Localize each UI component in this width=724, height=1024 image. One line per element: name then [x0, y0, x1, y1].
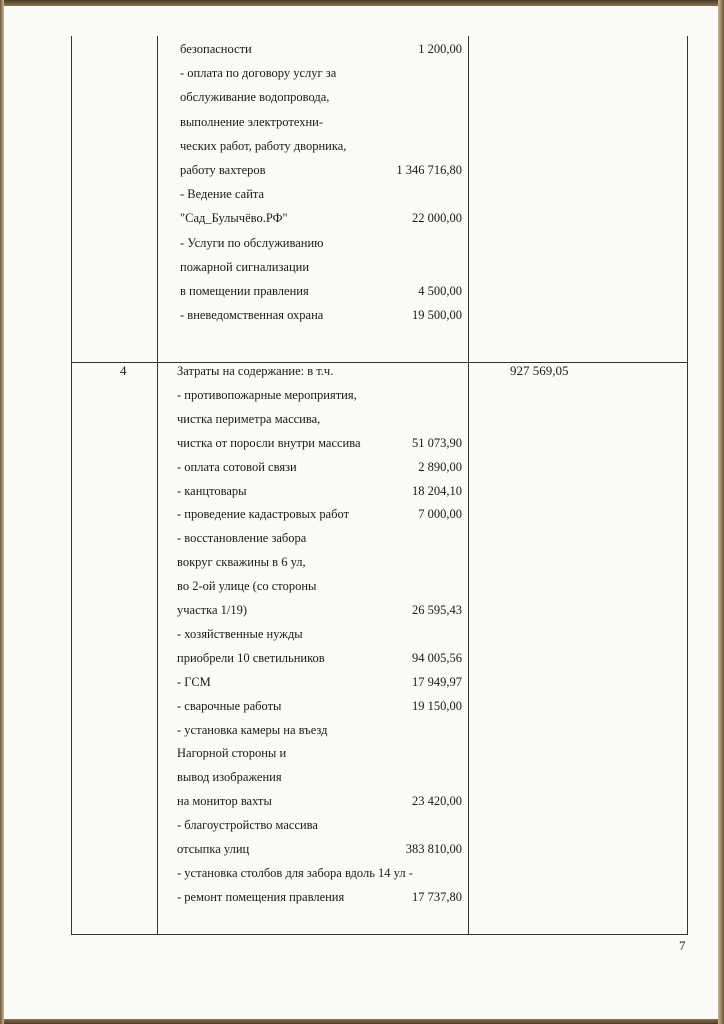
line-item-text: приобрели 10 светильников — [177, 650, 325, 665]
line-item-text: пожарной сигнализации — [180, 259, 310, 274]
line-item-text: - Услуги по обслуживанию — [180, 235, 324, 250]
line-item-text: отсыпка улиц — [177, 842, 250, 856]
line-item-amount: 2 890,00 — [418, 459, 462, 474]
line-item-text: Затраты на содержание: в т.ч. — [177, 364, 334, 378]
line-item-text: - Ведение сайта — [180, 187, 265, 202]
line-item-text: - установка камеры на въезд — [177, 722, 328, 737]
line-item-text: на монитор вахты — [177, 794, 272, 809]
line-item-amount: 7 000,00 — [418, 507, 462, 522]
line-item-text: чистка от поросли внутри массива — [177, 435, 361, 450]
line-item-text: - ремонт помещения правления — [177, 889, 345, 904]
line-item-text: во 2-ой улице (со стороны — [177, 579, 317, 594]
line-item-text: - сварочные работы — [177, 698, 282, 713]
line-item-text: - проведение кадастровых работ — [177, 507, 350, 522]
line-item-text: "Сад_Булычёво.РФ" — [180, 211, 288, 226]
line-item-amount: 17 949,97 — [412, 674, 462, 689]
line-item-text: безопасности — [180, 42, 252, 56]
line-item-text: Нагорной стороны и — [177, 746, 287, 761]
line-item-amount: 94 005,56 — [412, 650, 462, 665]
line-item-text: работу вахтеров — [180, 163, 266, 177]
line-item-text: - вневедомственная охрана — [180, 308, 324, 323]
line-item-amount: 1 200,00 — [418, 42, 462, 56]
line-item-amount: 19 150,00 — [412, 698, 462, 713]
line-item-text: - ГСМ — [177, 674, 211, 689]
line-item-text: вывод изображения — [177, 770, 282, 785]
line-item-amount: 19 500,00 — [412, 308, 462, 323]
page-number: 7 — [679, 938, 686, 953]
line-item-text: чистка периметра массива, — [177, 411, 321, 426]
line-item-amount: 22 000,00 — [412, 211, 462, 226]
line-item-amount: 51 073,90 — [412, 435, 462, 450]
line-item-amount: 1 346 716,80 — [396, 163, 462, 177]
line-item-text: вокруг скважины в 6 ул, — [177, 555, 306, 570]
line-item-amount: 18 204,10 — [412, 483, 462, 498]
line-item-text: - оплата по договору услуг за — [180, 66, 337, 81]
line-item-amount: 4 500,00 — [418, 284, 462, 298]
line-item-text: ческих работ, работу дворника, — [180, 138, 347, 153]
row-number: 4 — [120, 363, 127, 378]
line-item-text: в помещении правления — [180, 284, 309, 298]
line-item-text: обслуживание водопровода, — [180, 90, 330, 105]
row-total: 927 569,05 — [510, 363, 569, 378]
line-item-amount: 383 810,00 — [405, 842, 462, 856]
line-item-text: - благоустройство массива — [177, 818, 318, 833]
line-item-text: участка 1/19) — [177, 603, 248, 617]
line-item-text: - оплата сотовой связи — [177, 459, 297, 474]
line-item-amount: 23 420,00 — [412, 794, 462, 809]
line-item-text: - установка столбов для забора вдоль 14 ул - — [177, 865, 413, 880]
line-item-text: - противопожарные мероприятия, — [177, 387, 357, 402]
line-item-text: - хозяйственные нужды — [177, 626, 303, 641]
line-item-amount: 17 737,80 — [412, 889, 462, 904]
line-item-text: выполнение электротехни- — [180, 114, 324, 129]
line-item-text: - восстановление забора — [177, 531, 307, 546]
line-item-text: - канцтовары — [177, 483, 247, 498]
line-item-amount: 26 595,43 — [412, 603, 462, 617]
